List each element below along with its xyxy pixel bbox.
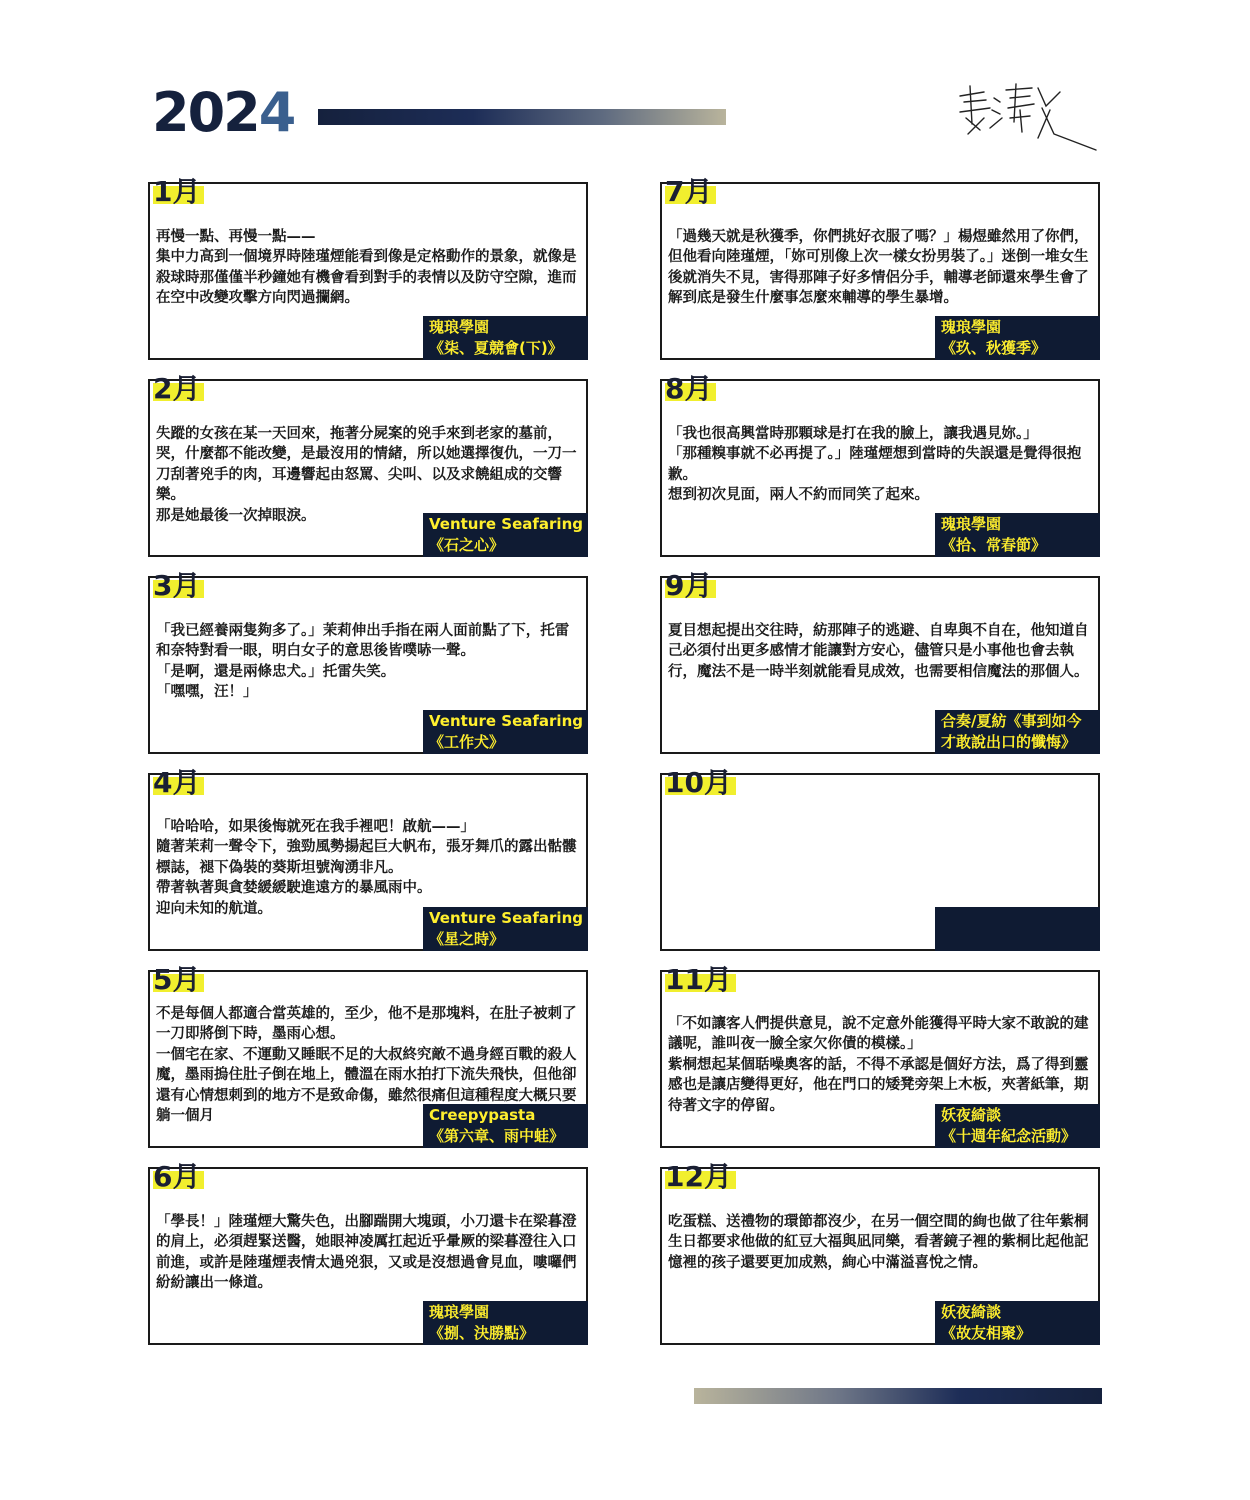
source-title: 瑰琅學園 [429, 318, 490, 336]
month-label: 3月 [153, 569, 201, 602]
source-title: 瑰琅學園 [941, 318, 1002, 336]
month-label: 6月 [153, 1160, 201, 1193]
source-title: 妖夜綺談 [941, 1106, 1002, 1124]
source-chapter: 才敢說出口的懺悔》 [941, 733, 1077, 751]
source-chapter: 《拾、常春節》 [941, 536, 1047, 554]
month-label: 1月 [153, 175, 201, 208]
source-chapter: 《柒、夏競會(下)》 [429, 339, 563, 357]
source-title: 瑰琅學園 [429, 1303, 490, 1321]
month-card-11 [660, 963, 1100, 1148]
source-chapter: 《石之心》 [429, 536, 505, 554]
source-title: 合奏/夏紡《事到如今 [941, 712, 1082, 730]
month-label: 7月 [665, 175, 713, 208]
source-title: Venture Seafaring [429, 515, 583, 533]
month-label: 5月 [153, 963, 201, 996]
source-title: 瑰琅學園 [941, 515, 1002, 533]
source-chapter: 《星之時》 [429, 930, 505, 948]
card-text: 「過幾天就是秋獲季，你們挑好衣服了嗎？」楊煜雖然用了你們，但他看向陸瑾煙，「妳可別像上次一樣女扮男裝了。」迷倒一堆女生後就消失不見，害得那陣子好多情侶分手，輔導老師還來學生會了解到底是發生什麼事怎麼來輔導的學生暴增。 [668, 229, 1089, 307]
source-title: Venture Seafaring [429, 909, 583, 927]
source-title: 妖夜綺談 [941, 1303, 1002, 1321]
card-text: 失蹤的女孩在某一天回來，拖著分屍案的兇手來到老家的墓前，哭，什麼都不能改變，是最沒用的情緒，所以她選擇復仇，一刀一刀刮著兇手的肉，耳邊響起由怒罵、尖叫、以及求饒組成的交響樂。 那是她最後一次掉眼淚。 [156, 426, 577, 524]
source-badge [935, 513, 1100, 557]
source-chapter: 《工作犬》 [429, 733, 505, 751]
month-label: 8月 [665, 372, 713, 405]
year-main: 202 [152, 81, 259, 144]
signature-icon [950, 78, 1100, 158]
source-badge [935, 316, 1100, 360]
month-label: 9月 [665, 569, 713, 602]
card-text: 「哈哈哈，如果後悔就死在我手裡吧！啟航——」 隨著茉莉一聲令下，強勁風勢揚起巨大帆布，張牙舞爪的露出骷髏標誌，褪下偽裝的葵斯坦號洶湧非凡。 帶著執著與貪婪緩緩駛進遠方的暴風雨中。 迎向未知的航道。 [156, 819, 577, 917]
month-label: 11月 [665, 963, 732, 996]
source-chapter: 《第六章、雨中蛙》 [429, 1127, 565, 1145]
card-text: 「學長！」陸瑾煙大驚失色，出腳踹開大塊頭，小刀還卡在梁暮澄的肩上，必須趕緊送醫，她眼神凌厲扛起近乎暈厥的梁暮澄往入口前進，或許是陸瑾煙表情太過兇狠，又或是沒想過會見血，嘍囉們紛紛讓出一條道。 [156, 1214, 577, 1292]
year-heading [152, 81, 295, 144]
source-badge [423, 710, 588, 754]
footer-gradient-bar [694, 1388, 1102, 1404]
month-card-3 [148, 569, 588, 754]
month-card-9 [660, 569, 1100, 754]
source-badge [423, 1301, 588, 1345]
source-badge [935, 710, 1100, 754]
card-text: 「不如讓客人們提供意見，說不定意外能獲得平時大家不敢說的建議呢，誰叫夜一臉全家欠你債的模樣。」 紫桐想起某個聒噪奧客的話，不得不承認是個好方法，爲了得到靈感也是讓店變得更好，他在門口的矮凳旁架上木板，夾著紙筆，期待著文字的停留。 [668, 1016, 1089, 1114]
source-badge [935, 1104, 1100, 1148]
month-card-6 [148, 1160, 588, 1345]
month-card-10 [660, 766, 1100, 951]
source-badge [423, 513, 588, 557]
month-card-12 [660, 1160, 1100, 1345]
month-card-2 [148, 372, 588, 557]
card-text: 再慢一點、再慢一點—— 集中力高到一個境界時陸瑾煙能看到像是定格動作的景象，就像是殺球時那僅僅半秒鐘她有機會看到對手的表情以及防守空隙，進而在空中改變攻擊方向閃過攔網。 [156, 229, 577, 307]
source-badge [935, 1301, 1100, 1345]
source-title: Venture Seafaring [429, 712, 583, 730]
month-label: 4月 [153, 766, 201, 799]
source-chapter: 《故友相聚》 [941, 1324, 1032, 1342]
source-badge [423, 1104, 588, 1148]
month-card-7 [660, 175, 1100, 360]
source-badge [423, 316, 588, 360]
source-chapter: 《十週年紀念活動》 [941, 1127, 1077, 1145]
source-badge [423, 907, 588, 951]
month-label: 10月 [665, 766, 732, 799]
month-card-5 [148, 963, 588, 1148]
card-text: 夏目想起提出交往時，紡那陣子的逃避、自卑與不自在，他知道自己必須付出更多感情才能讓對方安心，儘管只是小事他也會去執行，魔法不是一時半刻就能看見成效，也需要相信魔法的那個人。 [668, 623, 1089, 680]
year-accent: 4 [258, 81, 295, 144]
month-card-8 [660, 372, 1100, 557]
source-chapter: 《捌、決勝點》 [429, 1324, 535, 1342]
card-text: 不是每個人都適合當英雄的，至少，他不是那塊料，在肚子被刺了一刀即將倒下時，墨雨心想。 一個宅在家、不運動又睡眠不足的大叔終究敵不過身經百戰的殺人魔，墨雨摀住肚子倒在地上，體溫在雨水拍打下流失飛快，但他卻還有心情想刺到的地方不是致命傷，雖然很痛但這種程度大概只要躺一個月 [156, 1006, 577, 1125]
month-card-1 [148, 175, 588, 360]
card-text: 吃蛋糕、送禮物的環節都沒少，在另一個空間的絢也做了往年紫桐生日都要求他做的紅豆大福與凪同樂，看著鏡子裡的紫桐比起他記憶裡的孩子還要更加成熟，絢心中滿溢喜悅之情。 [668, 1214, 1089, 1271]
source-badge [935, 907, 1100, 951]
month-card-4 [148, 766, 588, 951]
header-gradient-bar [318, 109, 726, 125]
card-text: 「我已經養兩隻夠多了。」茉莉伸出手指在兩人面前點了下，托雷和奈特對看一眼，明白女子的意思後皆噗哧一聲。 「是啊，還是兩條忠犬。」托雷失笑。 「嘿嘿，汪！」 [156, 623, 570, 701]
month-label: 12月 [665, 1160, 732, 1193]
source-title: Creepypasta [429, 1106, 536, 1124]
source-chapter: 《玖、秋獲季》 [941, 339, 1047, 357]
month-label: 2月 [153, 372, 201, 405]
card-text: 「我也很高興當時那顆球是打在我的臉上，讓我遇見妳。」 「那種糗事就不必再提了。」陸瑾煙想到當時的失誤還是覺得很抱歉。 想到初次見面，兩人不約而同笑了起來。 [668, 426, 1082, 504]
